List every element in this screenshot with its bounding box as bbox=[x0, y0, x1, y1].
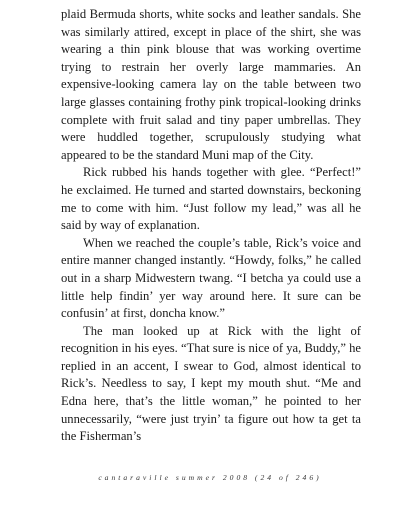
page-footer: cantaraville summer 2008 (24 of 246) bbox=[98, 473, 322, 482]
paragraph-2: Rick rubbed his hands together with glee. “Perfect!” he exclaimed. He turned and started downstairs, beckoning me to come with him. “Just follow my lead,” was all he said by way of explanation. bbox=[61, 165, 361, 233]
body-text bbox=[61, 6, 361, 446]
paragraph-1: plaid Bermuda shorts, white socks and leather sandals. She was similarly attired, except in place of the shirt, she was wearing a thin pink blouse that was working overtime trying to restrain her overly large mammaries. An expensive-looking camera lay on the table between two large glasses containing frothy pink tropical-looking drinks complete with fruit salad and tiny paper umbrellas. They were huddled together, scrupulously studying what appeared to be the standard Muni map of the City. bbox=[61, 7, 361, 162]
paragraph-4: The man looked up at Rick with the light of recognition in his eyes. “That sure is nice of ya, Buddy,” he replied in an accent, I swear to God, almost identical to Rick’s. Needless to say, I kept my mouth shut. “Me and Edna here, that’s the little woman,” he pointed to her unnecessarily, “were just tryin’ ta figure out how ta get ta the Fisherman’s bbox=[61, 323, 361, 444]
paragraph-3: When we reached the couple’s table, Rick’s voice and entire manner changed instantly. “Howdy, folks,” he called out in a sharp Midwestern twang. “I betcha ya could use a little help findin’ yer way around here. It sure can be confusin’ at first, doncha know.” bbox=[61, 235, 361, 321]
